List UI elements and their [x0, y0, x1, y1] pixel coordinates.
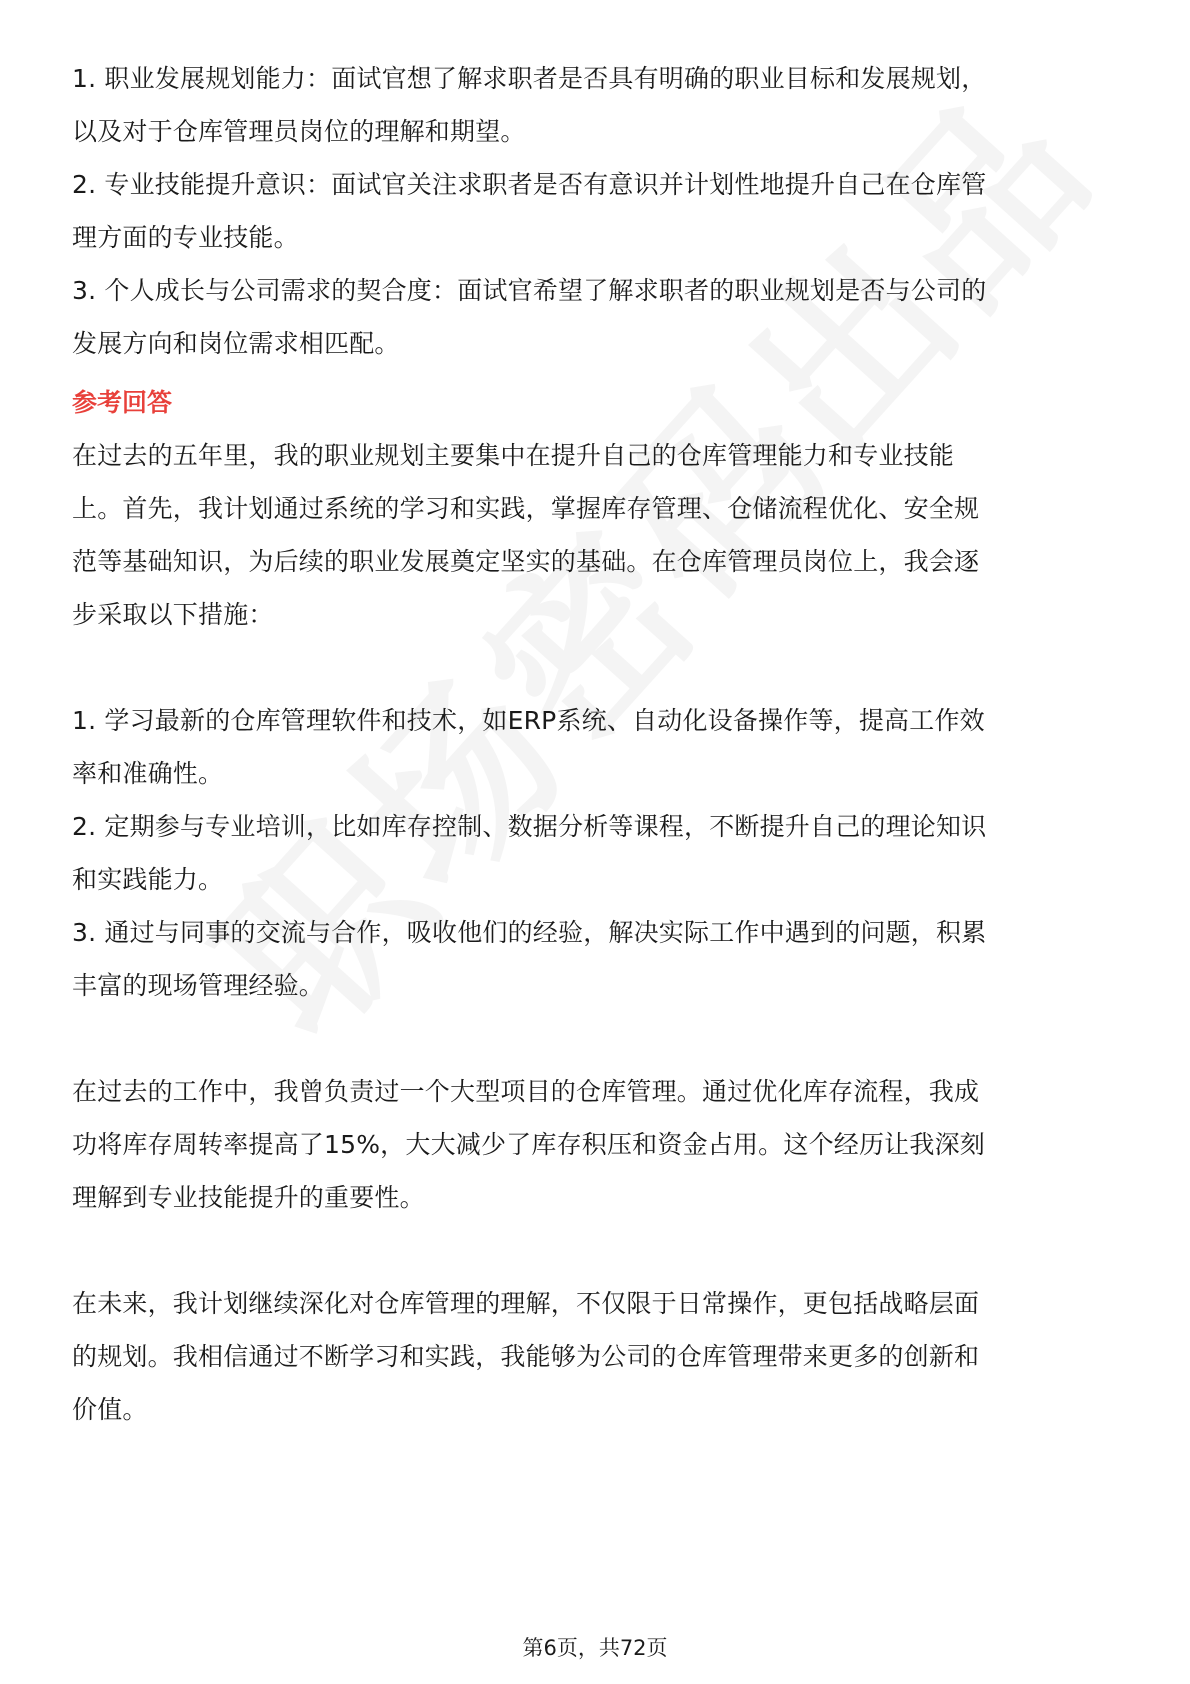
measure-3 [72, 906, 1122, 1012]
answer-heading: 参考回答 [72, 388, 173, 417]
measure-2 [72, 800, 1122, 906]
text-line: 理方面的专业技能。 [72, 223, 299, 252]
page-number: 第6页，共72页 [522, 1636, 668, 1660]
text-line: 步采取以下措施： [72, 600, 274, 629]
answer-paragraph-1 [72, 429, 1122, 641]
text-line: 3. 个人成长与公司需求的契合度：面试官希望了解求职者的职业规划是否与公司的 [72, 276, 987, 305]
text-line: 范等基础知识，为后续的职业发展奠定坚实的基础。在仓库管理员岗位上，我会逐 [72, 547, 980, 576]
text-line: 丰富的现场管理经验。 [72, 971, 325, 1000]
answer-paragraph-2 [72, 1065, 1122, 1224]
text-line: 理解到专业技能提升的重要性。 [72, 1183, 425, 1212]
intro-point-2 [72, 158, 1122, 264]
text-line: 功将库存周转率提高了15%，大大减少了库存积压和资金占用。这个经历让我深刻 [72, 1130, 985, 1159]
paragraph-spacer [72, 641, 1122, 694]
answer-paragraph-3 [72, 1277, 1122, 1436]
measure-1 [72, 694, 1122, 800]
text-line: 1. 职业发展规划能力：面试官想了解求职者是否具有明确的职业目标和发展规划， [72, 64, 987, 93]
text-line: 价值。 [72, 1395, 148, 1424]
text-line: 2. 专业技能提升意识：面试官关注求职者是否有意识并计划性地提升自己在仓库管 [72, 170, 987, 199]
text-line: 发展方向和岗位需求相匹配。 [72, 329, 400, 358]
page-content [72, 52, 1122, 1436]
text-line: 上。首先，我计划通过系统的学习和实践，掌握库存管理、仓储流程优化、安全规 [72, 494, 980, 523]
text-line: 在过去的工作中，我曾负责过一个大型项目的仓库管理。通过优化库存流程，我成 [72, 1077, 980, 1106]
paragraph-spacer [72, 1224, 1122, 1277]
text-line: 在过去的五年里，我的职业规划主要集中在提升自己的仓库管理能力和专业技能 [72, 441, 955, 470]
text-line: 以及对于仓库管理员岗位的理解和期望。 [72, 117, 526, 146]
text-line: 1. 学习最新的仓库管理软件和技术，如ERP系统、自动化设备操作等，提高工作效 [72, 706, 985, 735]
intro-point-1 [72, 52, 1122, 158]
intro-point-3 [72, 264, 1122, 370]
text-line: 在未来，我计划继续深化对仓库管理的理解，不仅限于日常操作，更包括战略层面 [72, 1289, 980, 1318]
paragraph-spacer [72, 1012, 1122, 1065]
text-line: 3. 通过与同事的交流与合作，吸收他们的经验，解决实际工作中遇到的问题，积累 [72, 918, 987, 947]
text-line: 的规划。我相信通过不断学习和实践，我能够为公司的仓库管理带来更多的创新和 [72, 1342, 980, 1371]
text-line: 2. 定期参与专业培训，比如库存控制、数据分析等课程，不断提升自己的理论知识 [72, 812, 987, 841]
text-line: 率和准确性。 [72, 759, 224, 788]
text-line: 和实践能力。 [72, 865, 224, 894]
